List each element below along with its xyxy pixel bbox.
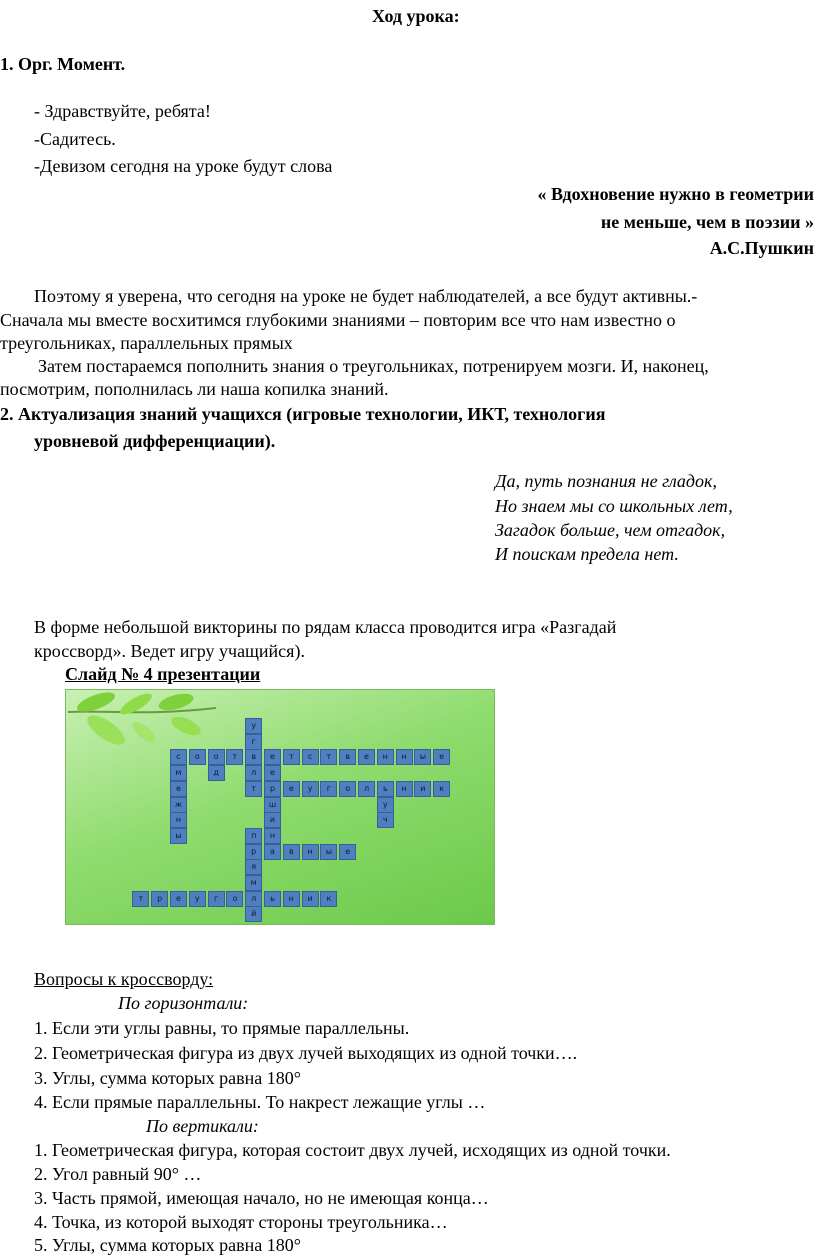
crossword-cell: р [264,781,281,797]
crossword-cell: и [302,891,319,907]
intro-line: Затем постараемся пополнить знания о треугольниках, потренируем мозги. И, наконец, [38,356,709,376]
crossword-cell: ш [264,797,281,813]
crossword-cell: с [302,749,319,765]
question-vertical: 3. Часть прямой, имеющая начало, но не имеющая конца… [34,1188,489,1208]
motto-author: А.С.Пушкин [709,238,814,258]
crossword-cell: е [339,844,356,860]
crossword-cell: н [170,812,187,828]
crossword-cell: у [245,718,262,734]
crossword-cell: д [208,765,225,781]
crossword-cell: н [302,844,319,860]
crossword-cell: и [264,812,281,828]
crossword-cell: н [396,749,413,765]
question-horizontal: 1. Если эти углы равны, то прямые параллельны. [34,1018,410,1038]
section-1-title: 1. Орг. Момент. [0,54,126,74]
page-heading: Ход урока: [372,6,460,26]
crossword-cell: н [377,749,394,765]
crossword-cell: к [320,891,337,907]
crossword-cell: о [208,749,225,765]
crossword-cell: м [170,765,187,781]
crossword-cell: ы [170,828,187,844]
section-2-title-cont: уровневой дифференциации). [34,431,276,451]
poem-line: И поискам предела нет. [495,544,679,564]
crossword-cell: п [245,828,262,844]
vertical-label: По вертикали: [146,1116,259,1136]
greeting-line: -Девизом сегодня на уроке будут слова [34,156,333,176]
crossword-cell: л [245,891,262,907]
crossword-cell: ч [377,812,394,828]
crossword-cell: у [302,781,319,797]
question-horizontal: 3. Углы, сумма которых равна 180° [34,1068,301,1088]
crossword-cell: г [320,781,337,797]
crossword-cell: в [339,749,356,765]
crossword-cell: м [245,875,262,891]
crossword-cell: е [433,749,450,765]
intro-line: Сначала мы вместе восхитимся глубокими знаниями – повторим все что нам известно о [0,310,676,330]
intro-line: посмотрим, пополнилась ли наша копилка знаний. [0,379,389,399]
crossword-cell: о [226,891,243,907]
crossword-cell: в [283,844,300,860]
crossword-cell: с [170,749,187,765]
section-2-title: 2. Актуализация знаний учащихся (игровые технологии, ИКТ, технология [0,404,606,424]
question-vertical: 5. Углы, сумма которых равна 180° [34,1235,301,1255]
crossword-cell: ж [170,797,187,813]
motto-line: не меньше, чем в поэзии » [600,212,814,232]
crossword-cell: ь [264,891,281,907]
crossword-cell: н [283,891,300,907]
crossword-cell: в [245,749,262,765]
crossword-cell: и [414,781,431,797]
question-vertical: 4. Точка, из которой выходят стороны треугольника… [34,1212,448,1232]
crossword-cell: е [264,765,281,781]
greeting-line: -Садитесь. [34,129,116,149]
crossword-cell: т [320,749,337,765]
crossword-cell: е [283,781,300,797]
motto-line: « Вдохновение нужно в геометрии [537,184,814,204]
crossword-cell: е [170,891,187,907]
crossword-cell: р [245,844,262,860]
poem-line: Да, путь познания не гладок, [495,471,717,491]
crossword-cell: е [170,781,187,797]
crossword-cell: т [226,749,243,765]
crossword-cell: л [245,765,262,781]
crossword-cell: я [245,859,262,875]
crossword-cell: й [245,906,262,922]
crossword-cell: о [189,749,206,765]
crossword-cell: ы [320,844,337,860]
crossword-cell: л [358,781,375,797]
crossword-cell: ы [414,749,431,765]
poem-line: Загадок больше, чем отгадок, [495,520,726,540]
question-vertical: 1. Геометрическая фигура, которая состоит двух лучей, исходящих из одной точки. [34,1140,671,1160]
intro-line: Поэтому я уверена, что сегодня на уроке не будет наблюдателей, а все будут активны.- [34,286,698,306]
crossword-cell: у [189,891,206,907]
greeting-line: - Здравствуйте, ребята! [34,101,211,121]
crossword-cell: т [132,891,149,907]
crossword-cell: ь [377,781,394,797]
crossword-cell: т [245,781,262,797]
slide-title: Слайд № 4 презентации [65,664,261,684]
crossword-cell: е [264,749,281,765]
crossword-cell: г [208,891,225,907]
question-vertical: 2. Угол равный 90° … [34,1164,202,1184]
crossword-cell: г [245,734,262,750]
crossword-cell: н [264,828,281,844]
poem-line: Но знаем мы со школьных лет, [495,496,733,516]
crossword-cell: к [433,781,450,797]
quiz-text-line: В форме небольшой викторины по рядам класса проводится игра «Разгадай [34,617,617,637]
crossword-cell: р [151,891,168,907]
crossword-cell: е [358,749,375,765]
intro-line: треугольниках, параллельных прямых [0,333,293,353]
crossword-cell: у [377,797,394,813]
crossword-slide [65,689,495,925]
horizontal-label: По горизонтали: [118,993,249,1013]
crossword-cell: т [283,749,300,765]
crossword-cell: а [264,844,281,860]
question-horizontal: 4. Если прямые параллельны. То накрест лежащие углы … [34,1092,486,1112]
questions-title: Вопросы к кроссворду: [34,969,214,989]
quiz-text-line: кроссворд». Ведет игру учащийся). [34,641,305,661]
crossword-cell: о [339,781,356,797]
question-horizontal: 2. Геометрическая фигура из двух лучей выходящих из одной точки…. [34,1043,578,1063]
crossword-cell: н [396,781,413,797]
